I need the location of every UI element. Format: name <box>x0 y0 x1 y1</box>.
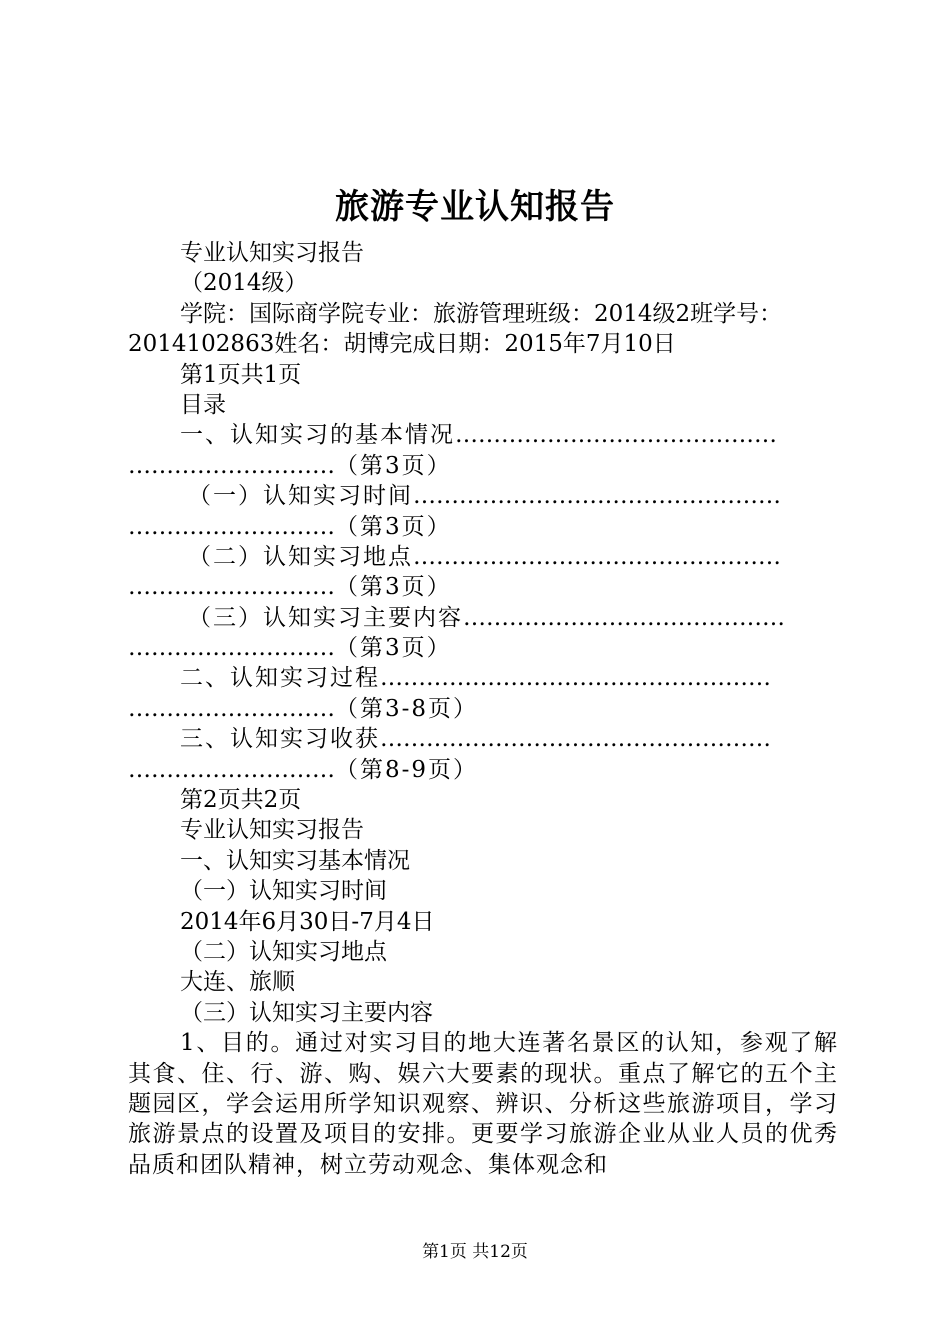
toc-leader: …………………………………… <box>455 422 777 449</box>
page-footer: 第1页 共12页 <box>422 1242 528 1262</box>
student-info-line-2: 2014102863姓名：胡博完成日期：2015年7月10日 <box>128 331 676 358</box>
page-count-line: 第2页共2页 <box>180 787 302 814</box>
toc-leader: ……………………… <box>128 452 335 479</box>
toc-leader: …………………………………… <box>463 604 785 631</box>
toc-leader: ……………………… <box>128 756 335 783</box>
toc-entry <box>128 542 838 603</box>
toc-leader: ………………………………………… <box>413 483 781 510</box>
toc-page-ref: （第3页） <box>335 513 452 540</box>
subsection-heading: （三）认知实习主要内容 <box>180 999 433 1026</box>
toc-entry <box>128 481 838 542</box>
toc-leader: …………………………………………… <box>380 726 771 753</box>
student-info-line-1: 学院：国际商学院专业：旅游管理班级：2014级2班学号： <box>180 300 783 327</box>
body-paragraph: 1、目的。通过对实习目的地大连著名景区的认知，参观了解其食、住、行、游、购、娱六大要素的现状。重点了解它的五个主题园区，学会运用所学知识观察、辨识、分析这些旅游项目，学习旅游景点的设置及项目的安排。更要学习旅游企业从业人员的优秀品质和团队精神，树立劳动观念、集体观念和 <box>128 1030 838 1178</box>
page-count-line: 第1页共1页 <box>180 361 302 388</box>
toc-label: 二、认知实习过程 <box>180 665 380 692</box>
internship-dates: 2014年6月30日-7月4日 <box>180 908 435 935</box>
toc-entry <box>128 724 838 785</box>
toc-leader: …………………………………………… <box>380 665 771 692</box>
grade-line: （2014级） <box>180 270 308 297</box>
toc-page-ref: （第3页） <box>335 635 452 662</box>
toc-page-ref: （第3-8页） <box>335 695 479 722</box>
table-of-contents <box>128 420 838 785</box>
section-heading: 一、认知实习基本情况 <box>180 847 410 874</box>
toc-label: 三、认知实习收获 <box>180 726 380 753</box>
toc-page-ref: （第8-9页） <box>335 756 479 783</box>
toc-leader: ……………………… <box>128 574 335 601</box>
report-heading: 专业认知实习报告 <box>180 240 364 266</box>
toc-leader: ……………………… <box>128 635 335 662</box>
internship-location: 大连、旅顺 <box>180 969 295 996</box>
subsection-heading: （一）认知实习时间 <box>180 878 387 905</box>
toc-entry <box>128 663 838 724</box>
report-heading: 专业认知实习报告 <box>180 817 364 844</box>
toc-label: （三）认知实习主要内容 <box>188 604 463 631</box>
toc-label: （二）认知实习地点 <box>188 543 413 570</box>
toc-leader: ……………………… <box>128 513 335 540</box>
toc-label: 一、认知实习的基本情况 <box>180 422 455 449</box>
subsection-heading: （二）认知实习地点 <box>180 938 387 965</box>
toc-page-ref: （第3页） <box>335 452 452 479</box>
toc-page-ref: （第3页） <box>335 574 452 601</box>
toc-entry <box>128 420 838 481</box>
toc-label: （一）认知实习时间 <box>188 483 413 510</box>
document-body <box>128 238 838 1180</box>
toc-entry <box>128 603 838 664</box>
toc-heading: 目录 <box>180 391 226 418</box>
document-title: 旅游专业认知报告 <box>335 187 615 227</box>
toc-leader: ………………………………………… <box>413 543 781 570</box>
toc-leader: ……………………… <box>128 695 335 722</box>
